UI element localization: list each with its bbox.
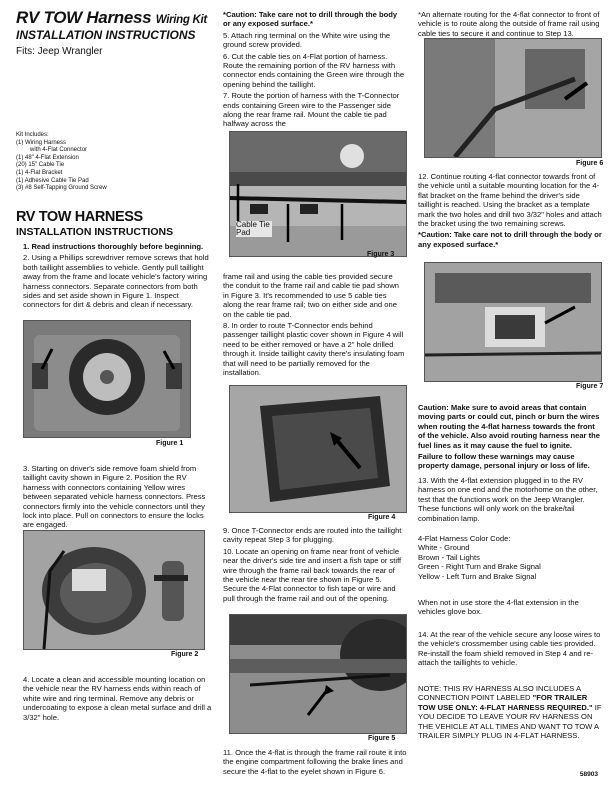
kit-item: (3) #8 Self-Tapping Ground Screw [16, 185, 107, 192]
caution-1: *Caution: Take care not to drill through the body or any exposed surface.* [223, 10, 398, 29]
section-subtitle: INSTALLATION INSTRUCTIONS [16, 226, 174, 238]
figure-1-image [23, 320, 191, 438]
figure-3-image [229, 131, 407, 257]
figure-5-image [229, 614, 407, 734]
figure-2-image [23, 530, 205, 650]
fits-vehicle: Fits: Jeep Wrangler [16, 46, 103, 57]
caution-3: Caution: Make sure to avoid areas that contain moving parts or could cut, pinch or burn the wires when routing the 4-flat harness towards the front of the vehicle. Also avoid routing harness near the fuel lines as it may cause the fuel to ignite. [418, 403, 601, 450]
step-10: 10. Locate an opening on frame near front of vehicle near the driver's side tire and insert a fish tape or stiff wire through the frame rail back towards the rear of the vehicle near the rear tire shown in Figure 5. Secure the 4-Flat connector to fish tape or wire and pull through the frame rail and out of the opening. [223, 546, 402, 603]
figure-7-image [424, 262, 602, 382]
figure-2-label: Figure 2 [171, 651, 199, 658]
figure-4-label: Figure 4 [368, 514, 396, 521]
figure-3-callout: Cable Tie Pad [236, 221, 272, 237]
step-7-continued: frame rail and using the cable ties provided secure the conduit to the frame rail and cable tie pad shown in Figure 3. It's recommended to use 5 cable ties along the rear frame rail; two on either side and one on the cable tie pad. [223, 272, 400, 319]
figure-1-label: Figure 1 [156, 440, 184, 447]
col3-text-mid [418, 172, 602, 251]
kit-item: (1) 48" 4-Flat Extension [16, 154, 79, 161]
col3-cautions [418, 403, 602, 473]
kit-heading: Kit Includes: [16, 132, 49, 138]
step-8: 8. In order to route T-Connector ends behind passenger taillight plastic cover shown in Figure 4 will need to be either removed or have a 2" hole drilled through it. Inside taillight cavity there's insulating foam that will need to be partially removed for the installation. [223, 321, 405, 378]
brand-name: RV TOW Harness [16, 8, 152, 27]
figure-4-image [229, 385, 407, 513]
harness-note [418, 684, 602, 740]
color-code-item: White - Ground [418, 543, 470, 553]
kit-item: (1) Adhesive Cable Tie Pad [16, 177, 89, 184]
brand-subtitle: Wiring Kit [155, 14, 207, 26]
store-note: When not in use store the 4-flat extension in the vehicles glove box. [418, 598, 579, 617]
note-label: "FOR TRAILER TOW USE ONLY: 4-FLAT HARNESS REQUIRED." [418, 693, 593, 712]
step-5: 5. Attach ring terminal on the White wire using the ground screw provided. [223, 30, 391, 50]
col2-text-lower [223, 526, 405, 605]
part-number: 58903 [579, 771, 598, 778]
step-14: 14. At the rear of the vehicle secure any loose wires to the vehicle's crossmember using cable ties provided. Re-install the foam shield removed in Step 4 and re-attach the taillights to vehicle. [418, 630, 601, 668]
step-6: 6. Cut the cable ties on 4-Flat portion of harness. Route the remaining portion of the RV harness with connector ends containing the Green wire through the opening behind the taillight. [223, 51, 405, 89]
col2-step-11: 11. Once the 4-flat is through the frame rail route it into the engine compartment following the brake lines and secure the 4-flat to the eyelet shown in Figure 6. [223, 748, 407, 776]
color-code [418, 534, 602, 581]
step-2: 2. Using a Phillips screwdriver remove screws that hold both taillight assemblies to vehicle. Gently pull taillight away from the frame and locate vehicle's factory wiring harness connectors. Separate connectors from both sides and set aside shown in Figure 1. Inspect connectors for dirt & debris and clean if necessary. [23, 253, 209, 310]
color-code-item: Yellow - Left Turn and Brake Signal [418, 571, 537, 581]
figure-6-label: Figure 6 [576, 160, 604, 167]
figure-3-label: Figure 3 [367, 251, 395, 258]
color-code-title: 4-Flat Harness Color Code: [418, 534, 511, 543]
color-code-item: Brown - Tail Lights [418, 552, 480, 562]
color-code-item: Green - Right Turn and Brake Signal [418, 562, 541, 572]
document-title: INSTALLATION INSTRUCTIONS [16, 28, 196, 42]
note-text: NOTE: THIS RV HARNESS ALSO INCLUDES A CONNECTION POINT LABELED [418, 684, 581, 703]
step-7: 7. Route the portion of harness with the T-Connector ends containing Green wire to the Passenger side along the rear frame rail. Mount the cable tie pad halfway across the [223, 91, 400, 129]
step-9: 9. Once T-Connector ends are routed into the taillight cavity repeat Step 3 for plugging. [223, 526, 402, 545]
step-1: 1. Read instructions thoroughly before beginning. [23, 242, 204, 251]
kit-item: with 4-Flat Connector [30, 147, 88, 154]
col3-step-13: 13. With the 4-flat extension plugged in to the RV harness on one end and the motorhome on the other, test that the functions work on the Jeep Wrangler. These functions will only work on the brake/tail combination lamp. [418, 476, 598, 523]
kit-item: (20) 15" Cable Tie [16, 162, 65, 169]
col1-step-3: 3. Starting on driver's side remove foam shield from taillight cavity shown in Figure 2. Position the RV harness with connectors containing Yellow wires between separated vehicle harness connectors. Press connectors firmly into the vehicle connectors until they lock into place. Pull on connectors to ensure the locks are engaged. [23, 464, 206, 530]
col3-alt-routing: *An alternate routing for the 4-flat connector to front of vehicle is to route along the outside of frame rail using cable ties to secure it and continue to Step 13. [418, 10, 600, 38]
figure-7-label: Figure 7 [576, 383, 604, 390]
caution-2: *Caution: Take care not to drill through the body or any exposed surface.* [418, 230, 602, 249]
figure-6-image [424, 38, 602, 158]
note-text-end: IF YOU DECIDE TO LEAVE YOUR RV HARNESS ON THE VEHICLE AT ALL TIMES AND WANT TO TOW A TRAILER SIMPLY PLUG IN 4-FLAT HARNESS. [418, 702, 602, 741]
col1-step-4: 4. Locate a clean and accessible mounting location on the vehicle near the RV harness ends within reach of white wire and ring terminal. Remove any debris or undercoating to expose a clean metal surface and drill a 3/32" hole. [23, 675, 212, 722]
caution-4: Failure to follow these warnings may cause property damage, personal injury or loss of life. [418, 452, 590, 471]
col1-text-top [23, 242, 213, 312]
kit-item: (1) 4-Flat Bracket [16, 169, 63, 176]
figure-5-label: Figure 5 [368, 735, 396, 742]
step-12: 12. Continue routing 4-flat connector towards front of the vehicle until a suitable mounting location for the 4-flat bracket on the frame behind the driver's side taillight is reached. Using the bracket as a template mark the two holes and drill two 3/32" holes and attach the bracket using the two remaining screws. [418, 172, 602, 229]
section-title: RV TOW HARNESS [16, 209, 143, 225]
brand-title [16, 8, 207, 28]
col2-text-top [223, 10, 405, 131]
col2-text-mid [223, 272, 405, 379]
kit-list [16, 132, 107, 193]
kit-item: (1) Wiring Harness [16, 139, 67, 146]
